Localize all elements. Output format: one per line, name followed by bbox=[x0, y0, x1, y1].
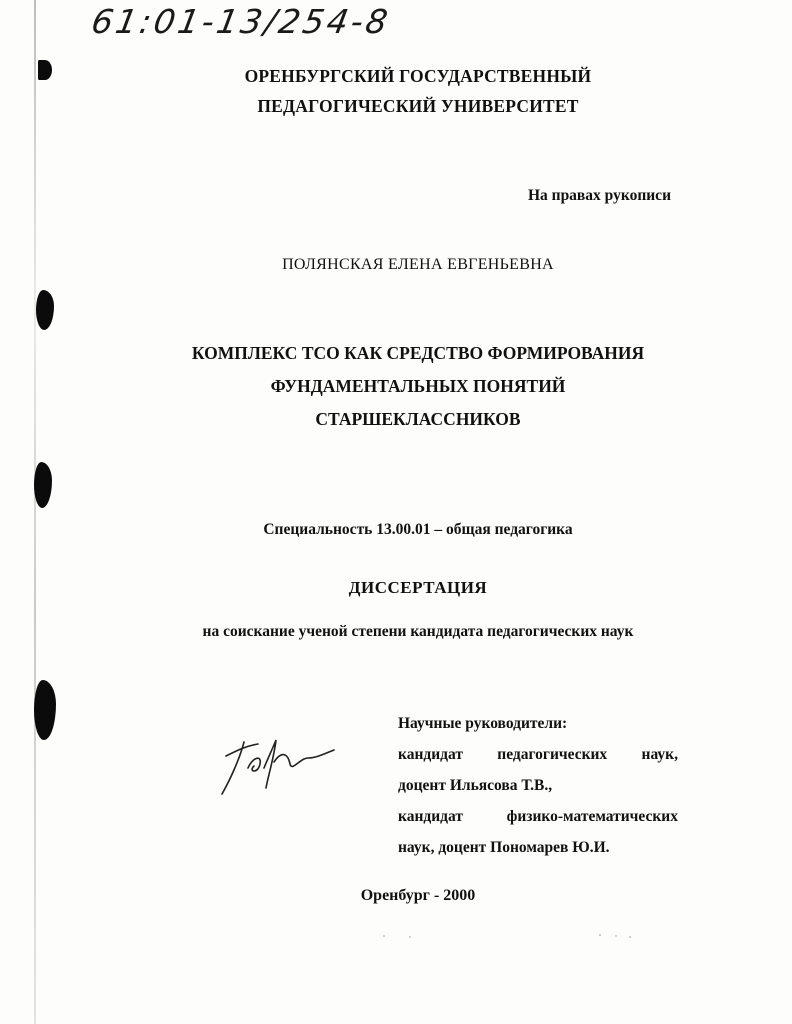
punch-hole-2 bbox=[36, 290, 54, 330]
advisor-line-2: доцент Ильясова Т.В., bbox=[398, 777, 553, 794]
place-year: Оренбург - 2000 bbox=[360, 887, 476, 904]
specialty: Специальность 13.00.01 – общая педагогика bbox=[263, 521, 573, 538]
punch-hole-3 bbox=[34, 462, 52, 508]
title-line-2: ФУНДАМЕНТАЛЬНЫХ ПОНЯТИЙ bbox=[270, 376, 566, 396]
title-line-1: КОМПЛЕКС ТСО КАК СРЕДСТВО ФОРМИРОВАНИЯ bbox=[191, 343, 645, 363]
advisors-block bbox=[398, 708, 678, 863]
advisor-line-1: кандидат педагогических наук, bbox=[398, 746, 678, 763]
degree-line: на соискание ученой степени кандидата педагогических наук bbox=[202, 623, 634, 640]
advisor-line-3: кандидат физико-математических bbox=[398, 808, 678, 825]
advisor-line-4: наук, доцент Пономарев Ю.И. bbox=[398, 839, 610, 856]
advisors-heading: Научные руководители: bbox=[398, 715, 568, 732]
punch-hole-4 bbox=[34, 680, 56, 740]
scan-dots bbox=[380, 930, 640, 944]
title-line-3: СТАРШЕКЛАССНИКОВ bbox=[315, 409, 521, 429]
manuscript-rights: На правах рукописи bbox=[527, 187, 671, 204]
university-line-1: ОРЕНБУРГСКИЙ ГОСУДАРСТВЕННЫЙ bbox=[244, 66, 592, 86]
signature bbox=[218, 728, 338, 798]
archive-code: 61:01-13/254-8 bbox=[88, 2, 394, 41]
document-type: ДИССЕРТАЦИЯ bbox=[348, 578, 488, 597]
university-line-2: ПЕДАГОГИЧЕСКИЙ УНИВЕРСИТЕТ bbox=[257, 96, 579, 116]
scan-edge bbox=[34, 0, 36, 1024]
author-name: ПОЛЯНСКАЯ ЕЛЕНА ЕВГЕНЬЕВНА bbox=[282, 256, 554, 273]
